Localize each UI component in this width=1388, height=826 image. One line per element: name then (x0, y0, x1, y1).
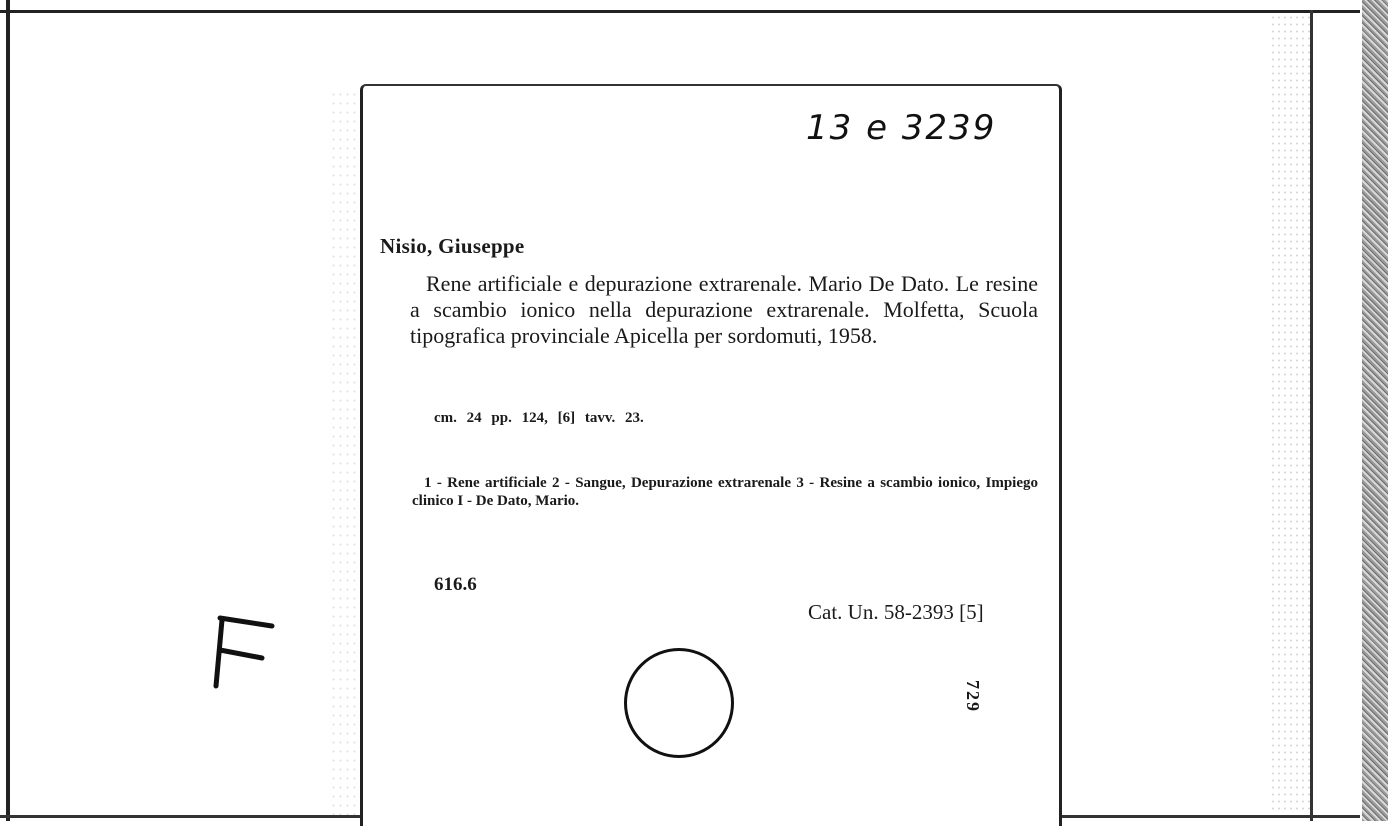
title-description: Rene artificiale e depurazione extrarenale. Mario De Dato. Le resine a scambio ionico nella depurazione extrarenale. Molfetta, Scuola tipografica provinciale Apicella per sordomuti, 1958. (410, 271, 1038, 348)
catalog-reference: Cat. Un. 58-2393 [5] (808, 600, 984, 624)
card-punch-hole (624, 648, 734, 758)
classification-number: 616.6 (434, 574, 477, 595)
frame-line-left (6, 0, 10, 821)
collation: cm. 24 pp. 124, [6] tavv. 23. (434, 410, 644, 426)
rotated-stamp: 729 (963, 680, 983, 713)
frame-line-top (0, 10, 1360, 13)
author-heading: Nisio, Giuseppe (380, 234, 525, 258)
scan-noise (330, 90, 360, 815)
subject-headings: 1 - Rene artificiale 2 - Sangue, Depurazione extrarenale 3 - Resine a scambio ionico, Impiego clinico I - De Dato, Mario. (412, 475, 1038, 509)
scan-noise (1270, 14, 1310, 814)
scan-edge-strip (1362, 0, 1388, 821)
handwritten-f-mark (212, 612, 282, 692)
frame-line-right (1310, 10, 1313, 821)
handwritten-shelfmark: 13 e 3239 (806, 108, 997, 148)
